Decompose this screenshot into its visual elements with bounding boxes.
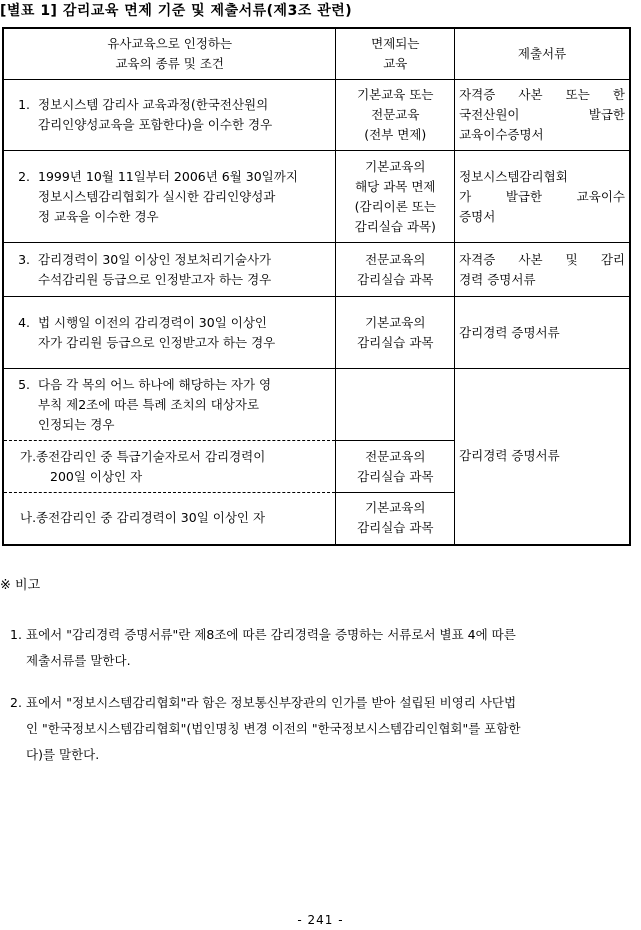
row-exemption: 전문교육의 감리실습 과목	[336, 243, 455, 297]
exemption-table	[2, 27, 631, 546]
remark-note-2: 2. 표에서 "정보시스템감리협회"라 함은 정보통신부장관의 인가를 받아 설립된 비영리 사단법 인 "한국정보시스템감리협회"(법인명칭 변경 이전의 "한국정보시스템감리인협회"를 포함한 다)를 말한다.	[10, 695, 521, 762]
header-condition: 유사교육으로 인정하는 교육의 종류 및 조건	[3, 28, 336, 80]
row-documents: 자격증 사본 또는 한 국전산원이 발급한 교육이수증명서	[455, 80, 630, 151]
row-documents: 자격증 사본 및 감리 경력 증명서류	[455, 243, 630, 297]
row-condition: 3. 감리경력이 30일 이상인 정보처리기술사가 수석감리원 등급으로 인정받고자 하는 경우	[3, 243, 336, 297]
row-exemption-empty	[336, 369, 455, 441]
row-condition: 4. 법 시행일 이전의 감리경력이 30일 이상인 자가 감리원 등급으로 인정받고자 하는 경우	[3, 297, 336, 369]
row-documents: 정보시스템감리협회 가 발급한 교육이수 증명서	[455, 151, 630, 243]
row-exemption: 기본교육의 감리실습 과목	[336, 297, 455, 369]
table-row	[3, 80, 630, 151]
row-exemption: 기본교육의 해당 과목 면제 (감리이론 또는 감리실습 과목)	[336, 151, 455, 243]
header-exemption: 면제되는 교육	[336, 28, 455, 80]
row-sub-condition: 가.종전감리인 중 특급기술자로서 감리경력이 200일 이상인 자	[3, 441, 336, 493]
table-header-row	[3, 28, 630, 80]
row-condition: 1. 정보시스템 감리사 교육과정(한국전산원의 감리인양성교육을 포함한다)을 이수한 경우	[3, 80, 336, 151]
row-sub-exemption: 전문교육의 감리실습 과목	[336, 441, 455, 493]
table-row	[3, 151, 630, 243]
remarks-section	[0, 574, 641, 593]
row-exemption: 기본교육 또는 전문교육 (전부 면제)	[336, 80, 455, 151]
row-condition: 2. 1999년 10월 11일부터 2006년 6월 30일까지 정보시스템감리협회가 실시한 감리인양성과 정 교육을 이수한 경우	[3, 151, 336, 243]
table-row	[3, 297, 630, 369]
page-number: - 241 -	[297, 913, 344, 927]
table-row	[3, 369, 630, 441]
table-row	[3, 243, 630, 297]
remarks-heading: ※ 비고	[0, 578, 41, 593]
annex-title: [별표 1] 감리교육 면제 기준 및 제출서류(제3조 관련)	[0, 3, 353, 19]
row-sub-condition: 나.종전감리인 중 감리경력이 30일 이상인 자	[3, 493, 336, 545]
header-documents: 제출서류	[455, 28, 630, 80]
row-condition: 5. 다음 각 목의 어느 하나에 해당하는 자가 영 부칙 제2조에 따른 특례 조치의 대상자로 인정되는 경우	[3, 369, 336, 441]
row-documents: 감리경력 증명서류	[455, 297, 630, 369]
row-documents: 감리경력 증명서류	[455, 369, 630, 545]
remark-note-1: 1. 표에서 "감리경력 증명서류"란 제8조에 따른 감리경력을 증명하는 서류로서 별표 4에 따른 제출서류를 말한다.	[10, 627, 516, 668]
row-sub-exemption: 기본교육의 감리실습 과목	[336, 493, 455, 545]
